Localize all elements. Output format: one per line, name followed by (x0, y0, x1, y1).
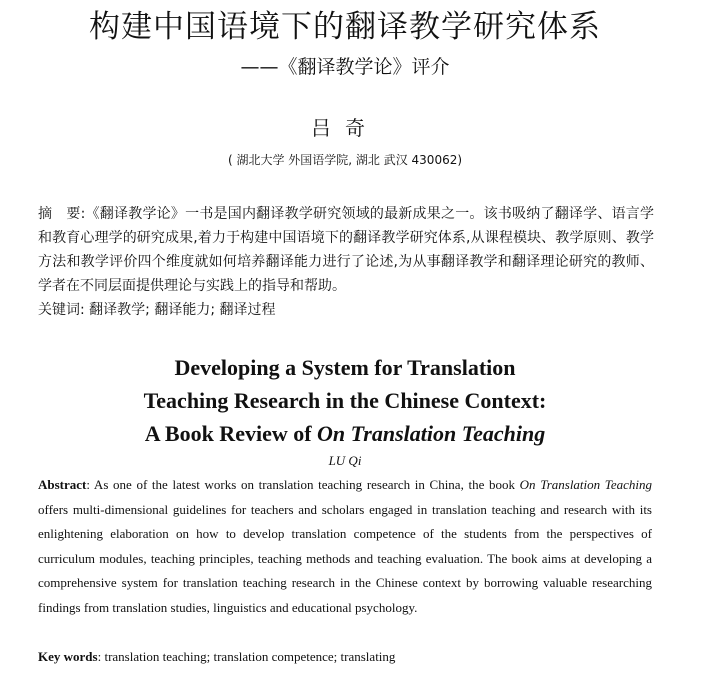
english-abstract-part-1: : As one of the latest works on translation teaching research in China, the book (86, 477, 520, 492)
english-title-line-3 (0, 417, 690, 450)
chinese-keywords-label: 关键词: (38, 302, 85, 318)
author-affiliation: ( 湖北大学 外国语学院, 湖北 武汉 430062) (227, 153, 463, 167)
english-keywords-text: : translation teaching; translation competence; translating (97, 649, 396, 664)
english-title-line-1: Developing a System for Translation (174, 355, 516, 380)
english-title-line-2: Teaching Research in the Chinese Context: (143, 388, 547, 413)
english-title-line-3-prefix: A Book Review of (144, 421, 318, 446)
english-title (0, 351, 690, 450)
chinese-keywords-text: 翻译教学; 翻译能力; 翻译过程 (89, 302, 276, 318)
english-title-book-name: On Translation Teaching (317, 421, 546, 446)
english-abstract-book-title: On Translation Teaching (519, 477, 652, 492)
english-abstract-label: Abstract (38, 477, 87, 492)
english-keywords (38, 646, 652, 668)
chinese-abstract (38, 202, 654, 298)
english-abstract-part-2: offers multi-dimensional guidelines for teachers and scholars engaged in translation teaching and research with its enlightening elaboration on how to develop translation competence of the students from the perspectives of curriculum modules, teaching principles, teaching methods and teaching evaluation. The book aims at developing a comprehensive system for translation teaching research in the Chinese context by borrowing valuable researching findings from translation studies, linguistics and educational psychology. (38, 501, 652, 615)
author-name: 吕奇 (311, 116, 379, 140)
chinese-abstract-text: 《翻译教学论》一书是国内翻译教学研究领域的最新成果之一。该书吸纳了翻译学、语言学和教育心理学的研究成果,着力于构建中国语境下的翻译教学研究体系,从课程模块、教学原则、教学方法和教学评价四个维度就如何培养翻译能力进行了论述,为从事翻译教学和翻译理论研究的教师、学者在不同层面提供理论与实践上的指导和帮助。 (38, 206, 655, 294)
chinese-keywords (38, 299, 654, 321)
paper-title: 构建中国语境下的翻译教学研究体系 (89, 9, 601, 45)
english-keywords-label: Key words (38, 649, 98, 664)
english-author: LU Qi (328, 453, 362, 468)
paper-subtitle: ——《翻译教学论》评介 (240, 56, 450, 78)
chinese-abstract-label: 摘 要: (38, 206, 86, 222)
english-abstract (38, 473, 652, 620)
